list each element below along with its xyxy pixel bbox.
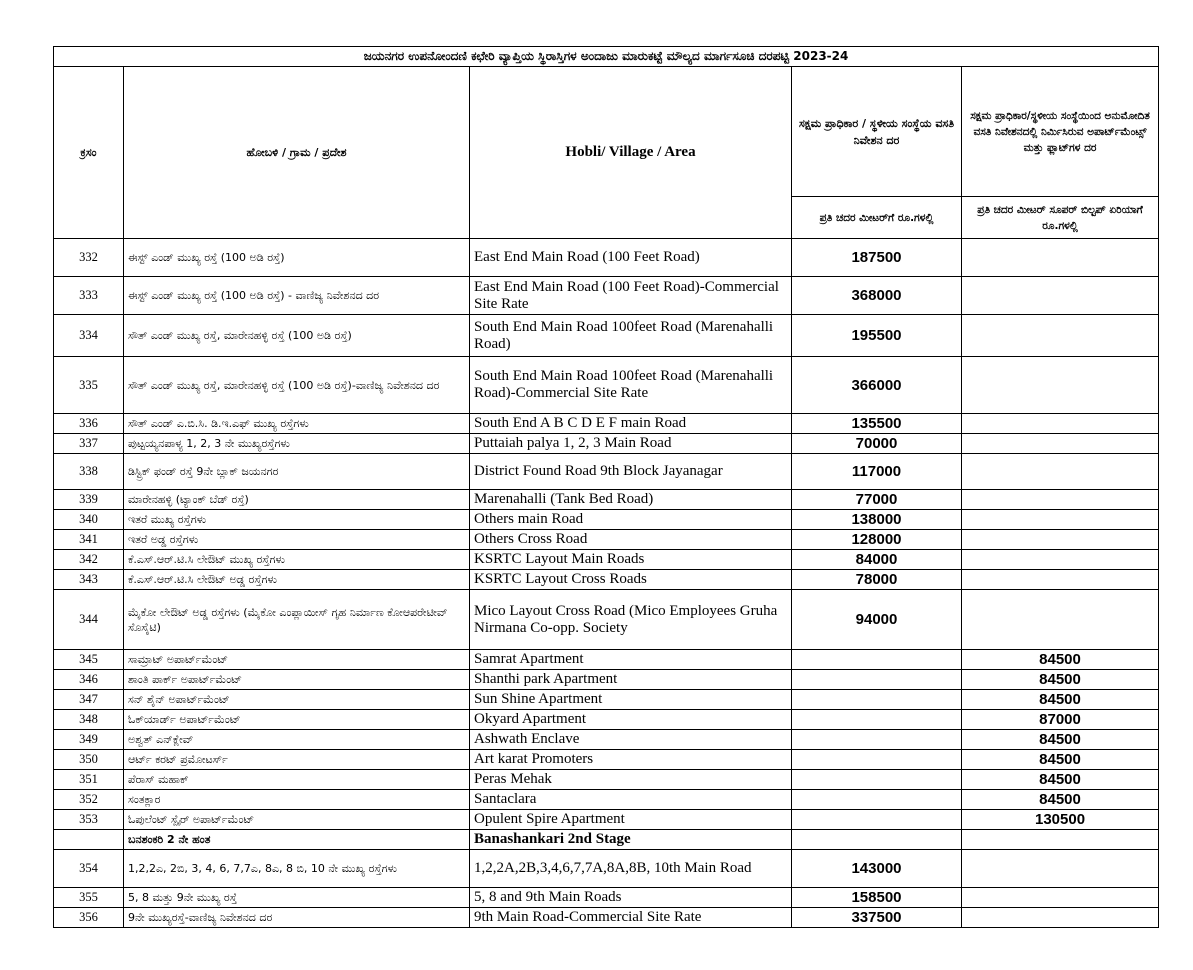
row-residential-rate: 366000 xyxy=(792,357,962,414)
row-area-kannada: ಸೌತ್ ಎಂಡ್ ಮುಖ್ಯ ರಸ್ತೆ, ಮಾರೇನಹಳ್ಳಿ ರಸ್ತೆ (100 ಅಡಿ ರಸ್ತೆ) xyxy=(124,315,470,357)
row-area-english: South End A B C D E F main Road xyxy=(470,414,792,434)
table-row xyxy=(54,770,1159,790)
row-area-kannada: ಮೈಕೋ ಲೇಔಟ್ ಅಡ್ಡ ರಸ್ತೆಗಳು (ಮೈಕೋ ಎಂಪ್ಲಾಯೀಸ್ ಗೃಹ ನಿರ್ಮಾಣ ಕೋಆಪರೇಟೀವ್ ಸೊಸೈಟಿ) xyxy=(124,590,470,650)
row-area-kannada: ಸಾಮ್ರಾಟ್ ಅಪಾರ್ಟ್‌ಮೆಂಟ್ xyxy=(124,650,470,670)
row-area-english: Peras Mehak xyxy=(470,770,792,790)
row-area-kannada: ಅಶ್ವತ್ ಎನ್‌ಕ್ಲೇವ್ xyxy=(124,730,470,750)
row-sl-no: 348 xyxy=(54,710,124,730)
row-area-kannada: ಪೆರಾಸ್ ಮಹಾಕ್ xyxy=(124,770,470,790)
row-residential-rate xyxy=(792,730,962,750)
row-area-kannada: ಡಿಸ್ಟ್ರಿಕ್ ಫಂಡ್ ರಸ್ತೆ 9ನೇ ಬ್ಲಾಕ್ ಜಯನಗರ xyxy=(124,454,470,490)
row-residential-rate: 70000 xyxy=(792,434,962,454)
table-row xyxy=(54,710,1159,730)
row-sl-no: 354 xyxy=(54,850,124,888)
row-area-english: Art karat Promoters xyxy=(470,750,792,770)
table-row xyxy=(54,239,1159,277)
row-area-english: 5, 8 and 9th Main Roads xyxy=(470,888,792,908)
header-sl-no: ಕ್ರಸಂ xyxy=(54,67,124,239)
section-empty-cell xyxy=(792,830,962,850)
row-apartment-rate xyxy=(962,490,1159,510)
section-title-kannada: ಬನಶಂಕರಿ 2 ನೇ ಹಂತ xyxy=(124,830,470,850)
row-area-kannada: ಸೌತ್ ಎಂಡ್ ಮುಖ್ಯ ರಸ್ತೆ, ಮಾರೇನಹಳ್ಳಿ ರಸ್ತೆ (100 ಅಡಿ ರಸ್ತೆ)-ವಾಣಿಜ್ಯ ನಿವೇಶನದ ದರ xyxy=(124,357,470,414)
row-area-kannada: ಈಸ್ಟ್ ಎಂಡ್ ಮುಖ್ಯ ರಸ್ತೆ (100 ಅಡಿ ರಸ್ತೆ) - ವಾಣಿಜ್ಯ ನಿವೇಶನದ ದರ xyxy=(124,277,470,315)
header-area-english: Hobli/ Village / Area xyxy=(470,67,792,239)
row-residential-rate: 94000 xyxy=(792,590,962,650)
row-sl-no: 356 xyxy=(54,908,124,928)
row-apartment-rate: 84500 xyxy=(962,790,1159,810)
header-apartment-unit: ಪ್ರತಿ ಚದರ ಮೀಟರ್ ಸೂಪರ್ ಬಿಲ್ಟಪ್ ಏರಿಯಾಗೆ ರೂ.ಗಳಲ್ಲಿ xyxy=(962,197,1159,239)
row-area-kannada: ಓಕ್‌ಯಾರ್ಡ್ ಅಪಾರ್ಟ್‌ಮೆಂಟ್ xyxy=(124,710,470,730)
row-residential-rate xyxy=(792,650,962,670)
row-sl-no: 353 xyxy=(54,810,124,830)
row-sl-no: 342 xyxy=(54,550,124,570)
row-residential-rate: 187500 xyxy=(792,239,962,277)
table-row xyxy=(54,590,1159,650)
row-sl-no: 332 xyxy=(54,239,124,277)
row-area-english: Okyard Apartment xyxy=(470,710,792,730)
row-sl-no: 343 xyxy=(54,570,124,590)
row-apartment-rate xyxy=(962,434,1159,454)
table-row xyxy=(54,888,1159,908)
row-apartment-rate xyxy=(962,850,1159,888)
row-sl-no: 333 xyxy=(54,277,124,315)
row-apartment-rate xyxy=(962,315,1159,357)
table-row xyxy=(54,490,1159,510)
row-area-english: 9th Main Road-Commercial Site Rate xyxy=(470,908,792,928)
row-area-kannada: ಸೌತ್ ಎಂಡ್ ಎ.ಬಿ.ಸಿ. ಡಿ.ಇ.ಎಫ್ ಮುಖ್ಯ ರಸ್ತೆಗಳು xyxy=(124,414,470,434)
row-area-kannada: ಆರ್ಟ್ ಕರಟ್ ಪ್ರಮೋಟರ್ಸ್ xyxy=(124,750,470,770)
row-apartment-rate: 84500 xyxy=(962,650,1159,670)
row-area-english: Santaclara xyxy=(470,790,792,810)
row-sl-no: 344 xyxy=(54,590,124,650)
row-apartment-rate xyxy=(962,510,1159,530)
row-sl-no: 341 xyxy=(54,530,124,550)
header-residential-rate: ಸಕ್ಷಮ ಪ್ರಾಧಿಕಾರ / ಸ್ಥಳೀಯ ಸಂಸ್ಥೆಯ ವಸತಿ ನಿವೇಶನ ದರ xyxy=(792,67,962,197)
row-sl-no: 334 xyxy=(54,315,124,357)
section-empty-cell xyxy=(962,830,1159,850)
row-apartment-rate xyxy=(962,590,1159,650)
row-area-english: KSRTC Layout Main Roads xyxy=(470,550,792,570)
row-area-kannada: ಪುಟ್ಟಯ್ಯನಪಾಳ್ಯ 1, 2, 3 ನೇ ಮುಖ್ಯರಸ್ತೆಗಳು xyxy=(124,434,470,454)
row-area-english: Others Cross Road xyxy=(470,530,792,550)
section-empty-cell xyxy=(54,830,124,850)
row-sl-no: 340 xyxy=(54,510,124,530)
table-row xyxy=(54,750,1159,770)
table-body xyxy=(54,239,1159,928)
rate-table xyxy=(53,46,1159,928)
row-apartment-rate xyxy=(962,530,1159,550)
header-residential-unit: ಪ್ರತಿ ಚದರ ಮೀಟರ್‌ಗೆ ರೂ.ಗಳಲ್ಲಿ xyxy=(792,197,962,239)
row-sl-no: 352 xyxy=(54,790,124,810)
table-row xyxy=(54,650,1159,670)
row-area-kannada: ಸನ್ ಶೈನ್ ಅಪಾರ್ಟ್‌ಮೆಂಟ್ xyxy=(124,690,470,710)
table-row xyxy=(54,454,1159,490)
table-row xyxy=(54,315,1159,357)
guideline-value-document xyxy=(53,46,1158,928)
row-apartment-rate xyxy=(962,357,1159,414)
row-sl-no: 349 xyxy=(54,730,124,750)
row-residential-rate xyxy=(792,810,962,830)
row-sl-no: 347 xyxy=(54,690,124,710)
row-apartment-rate xyxy=(962,570,1159,590)
section-row xyxy=(54,830,1159,850)
row-area-kannada: ಕೆ.ಎಸ್.ಆರ್.ಟಿ.ಸಿ ಲೇಔಟ್ ಮುಖ್ಯ ರಸ್ತೆಗಳು xyxy=(124,550,470,570)
row-area-english: 1,2,2A,2B,3,4,6,7,7A,8A,8B, 10th Main Road xyxy=(470,850,792,888)
row-residential-rate xyxy=(792,790,962,810)
row-residential-rate: 77000 xyxy=(792,490,962,510)
row-area-english: Samrat Apartment xyxy=(470,650,792,670)
row-area-english: Ashwath Enclave xyxy=(470,730,792,750)
row-apartment-rate: 87000 xyxy=(962,710,1159,730)
row-sl-no: 339 xyxy=(54,490,124,510)
row-area-english: South End Main Road 100feet Road (Marenahalli Road)-Commercial Site Rate xyxy=(470,357,792,414)
table-row xyxy=(54,570,1159,590)
table-row xyxy=(54,510,1159,530)
row-apartment-rate xyxy=(962,888,1159,908)
row-apartment-rate: 84500 xyxy=(962,690,1159,710)
table-row xyxy=(54,690,1159,710)
row-area-kannada: ಸಂತಕ್ಲಾರ xyxy=(124,790,470,810)
row-sl-no: 335 xyxy=(54,357,124,414)
row-residential-rate: 195500 xyxy=(792,315,962,357)
table-row xyxy=(54,850,1159,888)
row-sl-no: 355 xyxy=(54,888,124,908)
table-row xyxy=(54,414,1159,434)
table-row xyxy=(54,277,1159,315)
row-apartment-rate xyxy=(962,414,1159,434)
row-area-english: KSRTC Layout Cross Roads xyxy=(470,570,792,590)
row-apartment-rate xyxy=(962,277,1159,315)
table-row xyxy=(54,357,1159,414)
row-area-kannada: 1,2,2ಎ, 2ಬಿ, 3, 4, 6, 7,7ಎ, 8ಎ, 8 ಬಿ, 10 ನೇ ಮುಖ್ಯ ರಸ್ತೆಗಳು xyxy=(124,850,470,888)
row-area-kannada: 5, 8 ಮತ್ತು 9ನೇ ಮುಖ್ಯ ರಸ್ತೆ xyxy=(124,888,470,908)
row-residential-rate xyxy=(792,690,962,710)
row-area-english: District Found Road 9th Block Jayanagar xyxy=(470,454,792,490)
row-area-english: East End Main Road (100 Feet Road)-Commercial Site Rate xyxy=(470,277,792,315)
table-row xyxy=(54,908,1159,928)
row-area-english: Mico Layout Cross Road (Mico Employees Gruha Nirmana Co-opp. Society xyxy=(470,590,792,650)
row-apartment-rate xyxy=(962,550,1159,570)
row-residential-rate: 143000 xyxy=(792,850,962,888)
table-row xyxy=(54,730,1159,750)
header-area-kannada: ಹೋಬಳಿ / ಗ್ರಾಮ / ಪ್ರದೇಶ xyxy=(124,67,470,239)
row-residential-rate xyxy=(792,670,962,690)
row-sl-no: 345 xyxy=(54,650,124,670)
row-area-kannada: ಮಾರೇನಹಳ್ಳಿ (ಟ್ಯಾಂಕ್ ಬೆಡ್ ರಸ್ತೆ) xyxy=(124,490,470,510)
row-sl-no: 337 xyxy=(54,434,124,454)
row-residential-rate: 135500 xyxy=(792,414,962,434)
row-residential-rate: 78000 xyxy=(792,570,962,590)
row-sl-no: 350 xyxy=(54,750,124,770)
row-area-kannada: ಈಸ್ಟ್ ಎಂಡ್ ಮುಖ್ಯ ರಸ್ತೆ (100 ಅಡಿ ರಸ್ತೆ) xyxy=(124,239,470,277)
row-apartment-rate: 84500 xyxy=(962,730,1159,750)
row-residential-rate xyxy=(792,750,962,770)
row-residential-rate: 138000 xyxy=(792,510,962,530)
row-sl-no: 351 xyxy=(54,770,124,790)
section-title-english: Banashankari 2nd Stage xyxy=(470,830,792,850)
table-row xyxy=(54,810,1159,830)
row-area-kannada: ಇತರೆ ಅಡ್ಡ ರಸ್ತೆಗಳು xyxy=(124,530,470,550)
table-row xyxy=(54,550,1159,570)
row-area-english: Sun Shine Apartment xyxy=(470,690,792,710)
row-residential-rate: 84000 xyxy=(792,550,962,570)
row-residential-rate xyxy=(792,710,962,730)
row-area-english: Opulent Spire Apartment xyxy=(470,810,792,830)
row-residential-rate: 117000 xyxy=(792,454,962,490)
row-area-english: Shanthi park Apartment xyxy=(470,670,792,690)
row-residential-rate: 158500 xyxy=(792,888,962,908)
row-area-english: South End Main Road 100feet Road (Marenahalli Road) xyxy=(470,315,792,357)
row-apartment-rate: 84500 xyxy=(962,770,1159,790)
row-sl-no: 338 xyxy=(54,454,124,490)
row-area-english: East End Main Road (100 Feet Road) xyxy=(470,239,792,277)
table-row xyxy=(54,530,1159,550)
row-apartment-rate: 84500 xyxy=(962,750,1159,770)
row-area-kannada: ಕೆ.ಎಸ್.ಆರ್.ಟಿ.ಸಿ ಲೇಔಟ್ ಅಡ್ಡ ರಸ್ತೆಗಳು xyxy=(124,570,470,590)
document-title: ಜಯನಗರ ಉಪನೋಂದಣಿ ಕಛೇರಿ ವ್ಯಾಪ್ತಿಯ ಸ್ಥಿರಾಸ್ತಿಗಳ ಅಂದಾಜು ಮಾರುಕಟ್ಟೆ ಮೌಲ್ಯದ ಮಾರ್ಗಸೂಚಿ ದರಪಟ್ಟಿ 2023-24 xyxy=(54,47,1159,67)
row-residential-rate: 368000 xyxy=(792,277,962,315)
table-row xyxy=(54,434,1159,454)
row-residential-rate: 337500 xyxy=(792,908,962,928)
row-residential-rate xyxy=(792,770,962,790)
row-apartment-rate xyxy=(962,454,1159,490)
table-row xyxy=(54,790,1159,810)
row-apartment-rate xyxy=(962,239,1159,277)
header-apartment-rate: ಸಕ್ಷಮ ಪ್ರಾಧಿಕಾರ/ಸ್ಥಳೀಯ ಸಂಸ್ಥೆಯಿಂದ ಅನುಮೋದಿತ ವಸತಿ ನಿವೇಶನದಲ್ಲಿ ನಿರ್ಮಿಸಿರುವ ಅಪಾರ್ಟ್‌ಮೆಂಟ್ಸ್ ಮತ್ತು ಫ್ಲಾಟ್‌ಗಳ ದರ xyxy=(962,67,1159,197)
row-area-english: Others main Road xyxy=(470,510,792,530)
row-area-kannada: 9ನೇ ಮುಖ್ಯರಸ್ತೆ-ವಾಣಿಜ್ಯ ನಿವೇಶನದ ದರ xyxy=(124,908,470,928)
row-residential-rate: 128000 xyxy=(792,530,962,550)
table-row xyxy=(54,670,1159,690)
row-area-kannada: ಓಪುಲೆಂಟ್ ಸ್ಪೈರ್ ಅಪಾರ್ಟ್‌ಮೆಂಟ್ xyxy=(124,810,470,830)
row-area-english: Marenahalli (Tank Bed Road) xyxy=(470,490,792,510)
row-sl-no: 336 xyxy=(54,414,124,434)
row-area-english: Puttaiah palya 1, 2, 3 Main Road xyxy=(470,434,792,454)
row-apartment-rate: 84500 xyxy=(962,670,1159,690)
row-sl-no: 346 xyxy=(54,670,124,690)
row-apartment-rate xyxy=(962,908,1159,928)
row-apartment-rate: 130500 xyxy=(962,810,1159,830)
row-area-kannada: ಶಾಂತಿ ಪಾರ್ಕ್ ಅಪಾರ್ಟ್‌ಮೆಂಟ್ xyxy=(124,670,470,690)
row-area-kannada: ಇತರೆ ಮುಖ್ಯ ರಸ್ತೆಗಳು xyxy=(124,510,470,530)
